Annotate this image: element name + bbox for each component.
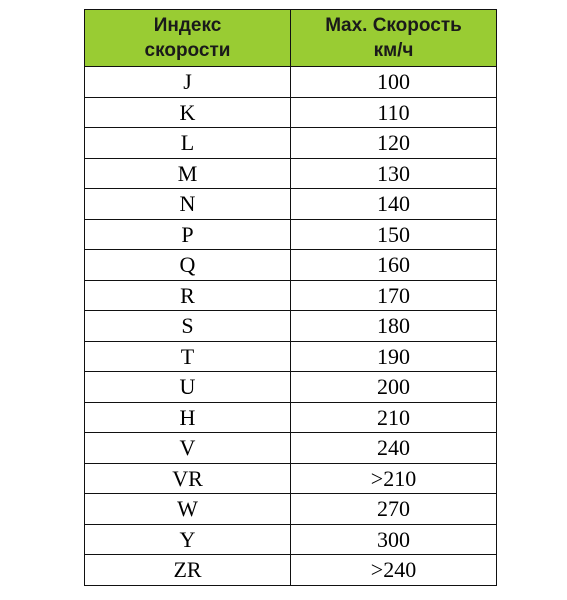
speed-index-cell: J (85, 67, 291, 98)
max-speed-cell: 100 (291, 67, 497, 98)
max-speed-cell: 110 (291, 97, 497, 128)
speed-index-cell: R (85, 280, 291, 311)
speed-index-table (84, 9, 497, 586)
max-speed-cell: 270 (291, 494, 497, 525)
table-row (85, 189, 497, 220)
speed-index-cell: K (85, 97, 291, 128)
max-speed-cell: 170 (291, 280, 497, 311)
table-row (85, 219, 497, 250)
table-row (85, 463, 497, 494)
table-row (85, 524, 497, 555)
table-row (85, 67, 497, 98)
table-row (85, 158, 497, 189)
speed-index-table-container (84, 9, 496, 586)
table-row (85, 433, 497, 464)
max-speed-cell: 200 (291, 372, 497, 403)
speed-index-cell: H (85, 402, 291, 433)
table-row (85, 372, 497, 403)
table-row (85, 555, 497, 586)
speed-index-cell: V (85, 433, 291, 464)
max-speed-cell: 130 (291, 158, 497, 189)
table-row (85, 494, 497, 525)
max-speed-cell: 140 (291, 189, 497, 220)
header-speed-index-line-2: скорости (144, 40, 231, 61)
max-speed-cell: 190 (291, 341, 497, 372)
table-row (85, 341, 497, 372)
table-row (85, 97, 497, 128)
header-speed-index (85, 10, 291, 67)
speed-index-cell: P (85, 219, 291, 250)
speed-index-cell: M (85, 158, 291, 189)
table-row (85, 128, 497, 159)
max-speed-cell: >210 (291, 463, 497, 494)
speed-index-cell: ZR (85, 555, 291, 586)
speed-index-cell: Q (85, 250, 291, 281)
max-speed-cell: 150 (291, 219, 497, 250)
max-speed-cell: 210 (291, 402, 497, 433)
table-row (85, 311, 497, 342)
speed-index-cell: U (85, 372, 291, 403)
max-speed-cell: 300 (291, 524, 497, 555)
max-speed-cell: 120 (291, 128, 497, 159)
header-max-speed-line-1: Max. Скорость (325, 15, 462, 36)
table-header-row (85, 10, 497, 67)
header-speed-index-line-1: Индекс (153, 15, 222, 36)
table-row (85, 280, 497, 311)
max-speed-cell: >240 (291, 555, 497, 586)
speed-index-cell: T (85, 341, 291, 372)
table-body (85, 67, 497, 586)
speed-index-cell: S (85, 311, 291, 342)
max-speed-cell: 160 (291, 250, 497, 281)
speed-index-cell: L (85, 128, 291, 159)
speed-index-cell: Y (85, 524, 291, 555)
speed-index-cell: W (85, 494, 291, 525)
speed-index-cell: VR (85, 463, 291, 494)
max-speed-cell: 180 (291, 311, 497, 342)
table-row (85, 402, 497, 433)
header-max-speed-line-2: км/ч (373, 40, 414, 61)
max-speed-cell: 240 (291, 433, 497, 464)
header-max-speed (291, 10, 497, 67)
speed-index-cell: N (85, 189, 291, 220)
table-row (85, 250, 497, 281)
